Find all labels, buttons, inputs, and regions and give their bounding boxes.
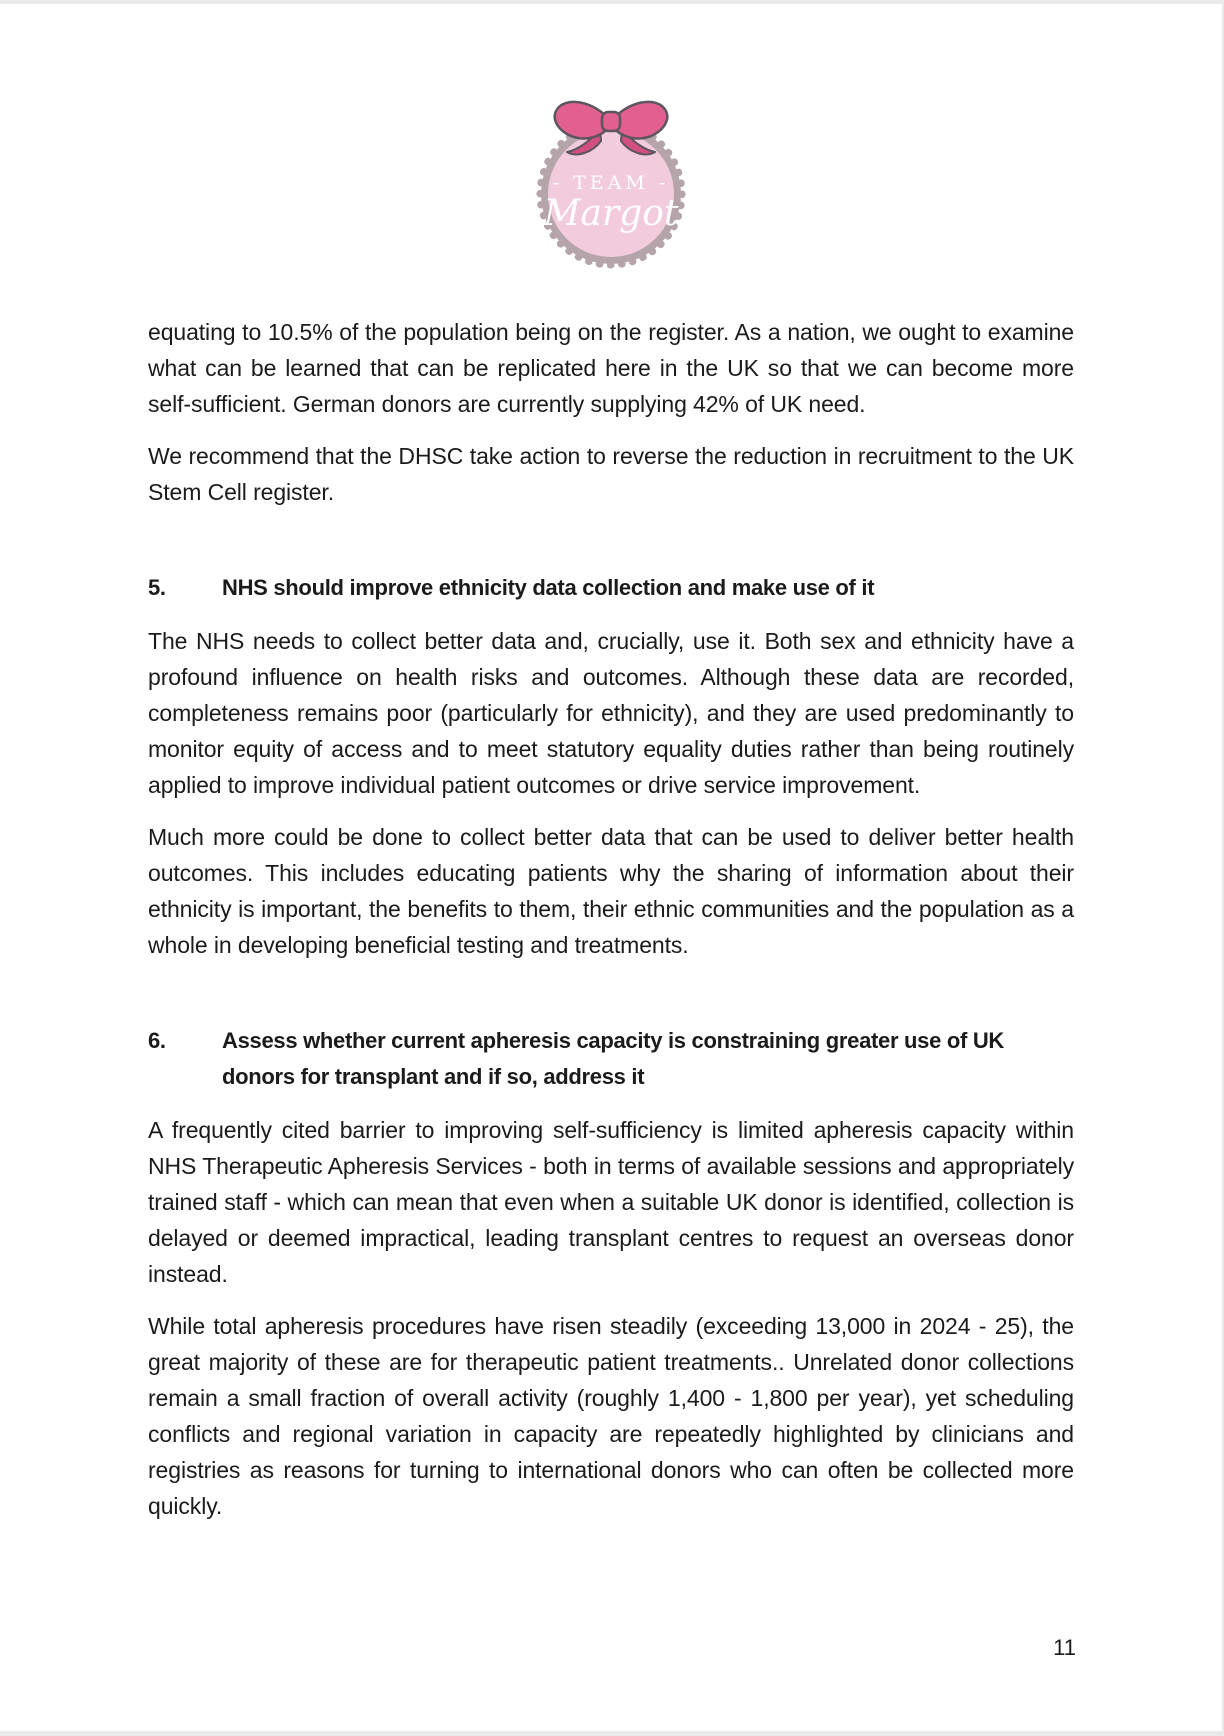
section-5-number: 5. <box>148 575 166 600</box>
logo-team-text: - TEAM - <box>552 172 670 194</box>
page-content <box>0 269 1222 1524</box>
team-margot-badge-icon <box>526 89 696 269</box>
section-6-heading <box>148 1023 1074 1095</box>
paragraph-intro-1: equating to 10.5% of the population being on the register. As a nation, we ought to examine what can be learned that can be replicated here in the UK so that we can become more self-sufficient. German donors are currently supplying 42% of UK need. <box>148 319 1074 417</box>
section-5-heading <box>148 570 1074 606</box>
paragraph-recommendation: We recommend that the DHSC take action to reverse the reduction in recruitment to the UK Stem Cell register. <box>148 443 1074 505</box>
section-5-paragraph-1: The NHS needs to collect better data and, crucially, use it. Both sex and ethnicity have a profound influence on health risks and outcomes. Although these data are recorded, completeness remains poor (particularly for ethnicity), and they are used predominantly to monitor equity of access and to meet statutory equality duties rather than being routinely applied to improve individual patient outcomes or drive service improvement. <box>148 628 1074 798</box>
section-6-paragraph-1: A frequently cited barrier to improving self-sufficiency is limited apheresis capacity within NHS Therapeutic Apheresis Services - both in terms of available sessions and appropriately trained staff - which can mean that even when a suitable UK donor is identified, collection is delayed or deemed impractical, leading transplant centres to request an overseas donor instead. <box>148 1117 1074 1287</box>
team-margot-logo <box>526 89 696 269</box>
section-6-number: 6. <box>148 1028 166 1053</box>
page-number: 11 <box>1053 1635 1076 1660</box>
section-6-title: Assess whether current apheresis capacity is constraining greater use of UK donors for transplant and if so, address it <box>222 1028 1005 1089</box>
section-5-title: NHS should improve ethnicity data collection and make use of it <box>222 575 875 600</box>
section-6-paragraph-2: While total apheresis procedures have risen steadily (exceeding 13,000 in 2024 - 25), the great majority of these are for therapeutic patient treatments.. Unrelated donor collections remain a small fraction of overall activity (roughly 1,400 - 1,800 per year), yet scheduling conflicts and regional variation in capacity are repeatedly highlighted by clinicians and registries as reasons for turning to international donors who can often be collected more quickly. <box>148 1313 1074 1519</box>
document-page <box>0 4 1222 1731</box>
logo-margot-text: Margot <box>543 193 679 234</box>
section-5-paragraph-2: Much more could be done to collect better data that can be used to deliver better health outcomes. This includes educating patients why the sharing of information about their ethnicity is important, the benefits to them, their ethnic communities and the population as a whole in developing beneficial testing and treatments. <box>148 824 1074 958</box>
